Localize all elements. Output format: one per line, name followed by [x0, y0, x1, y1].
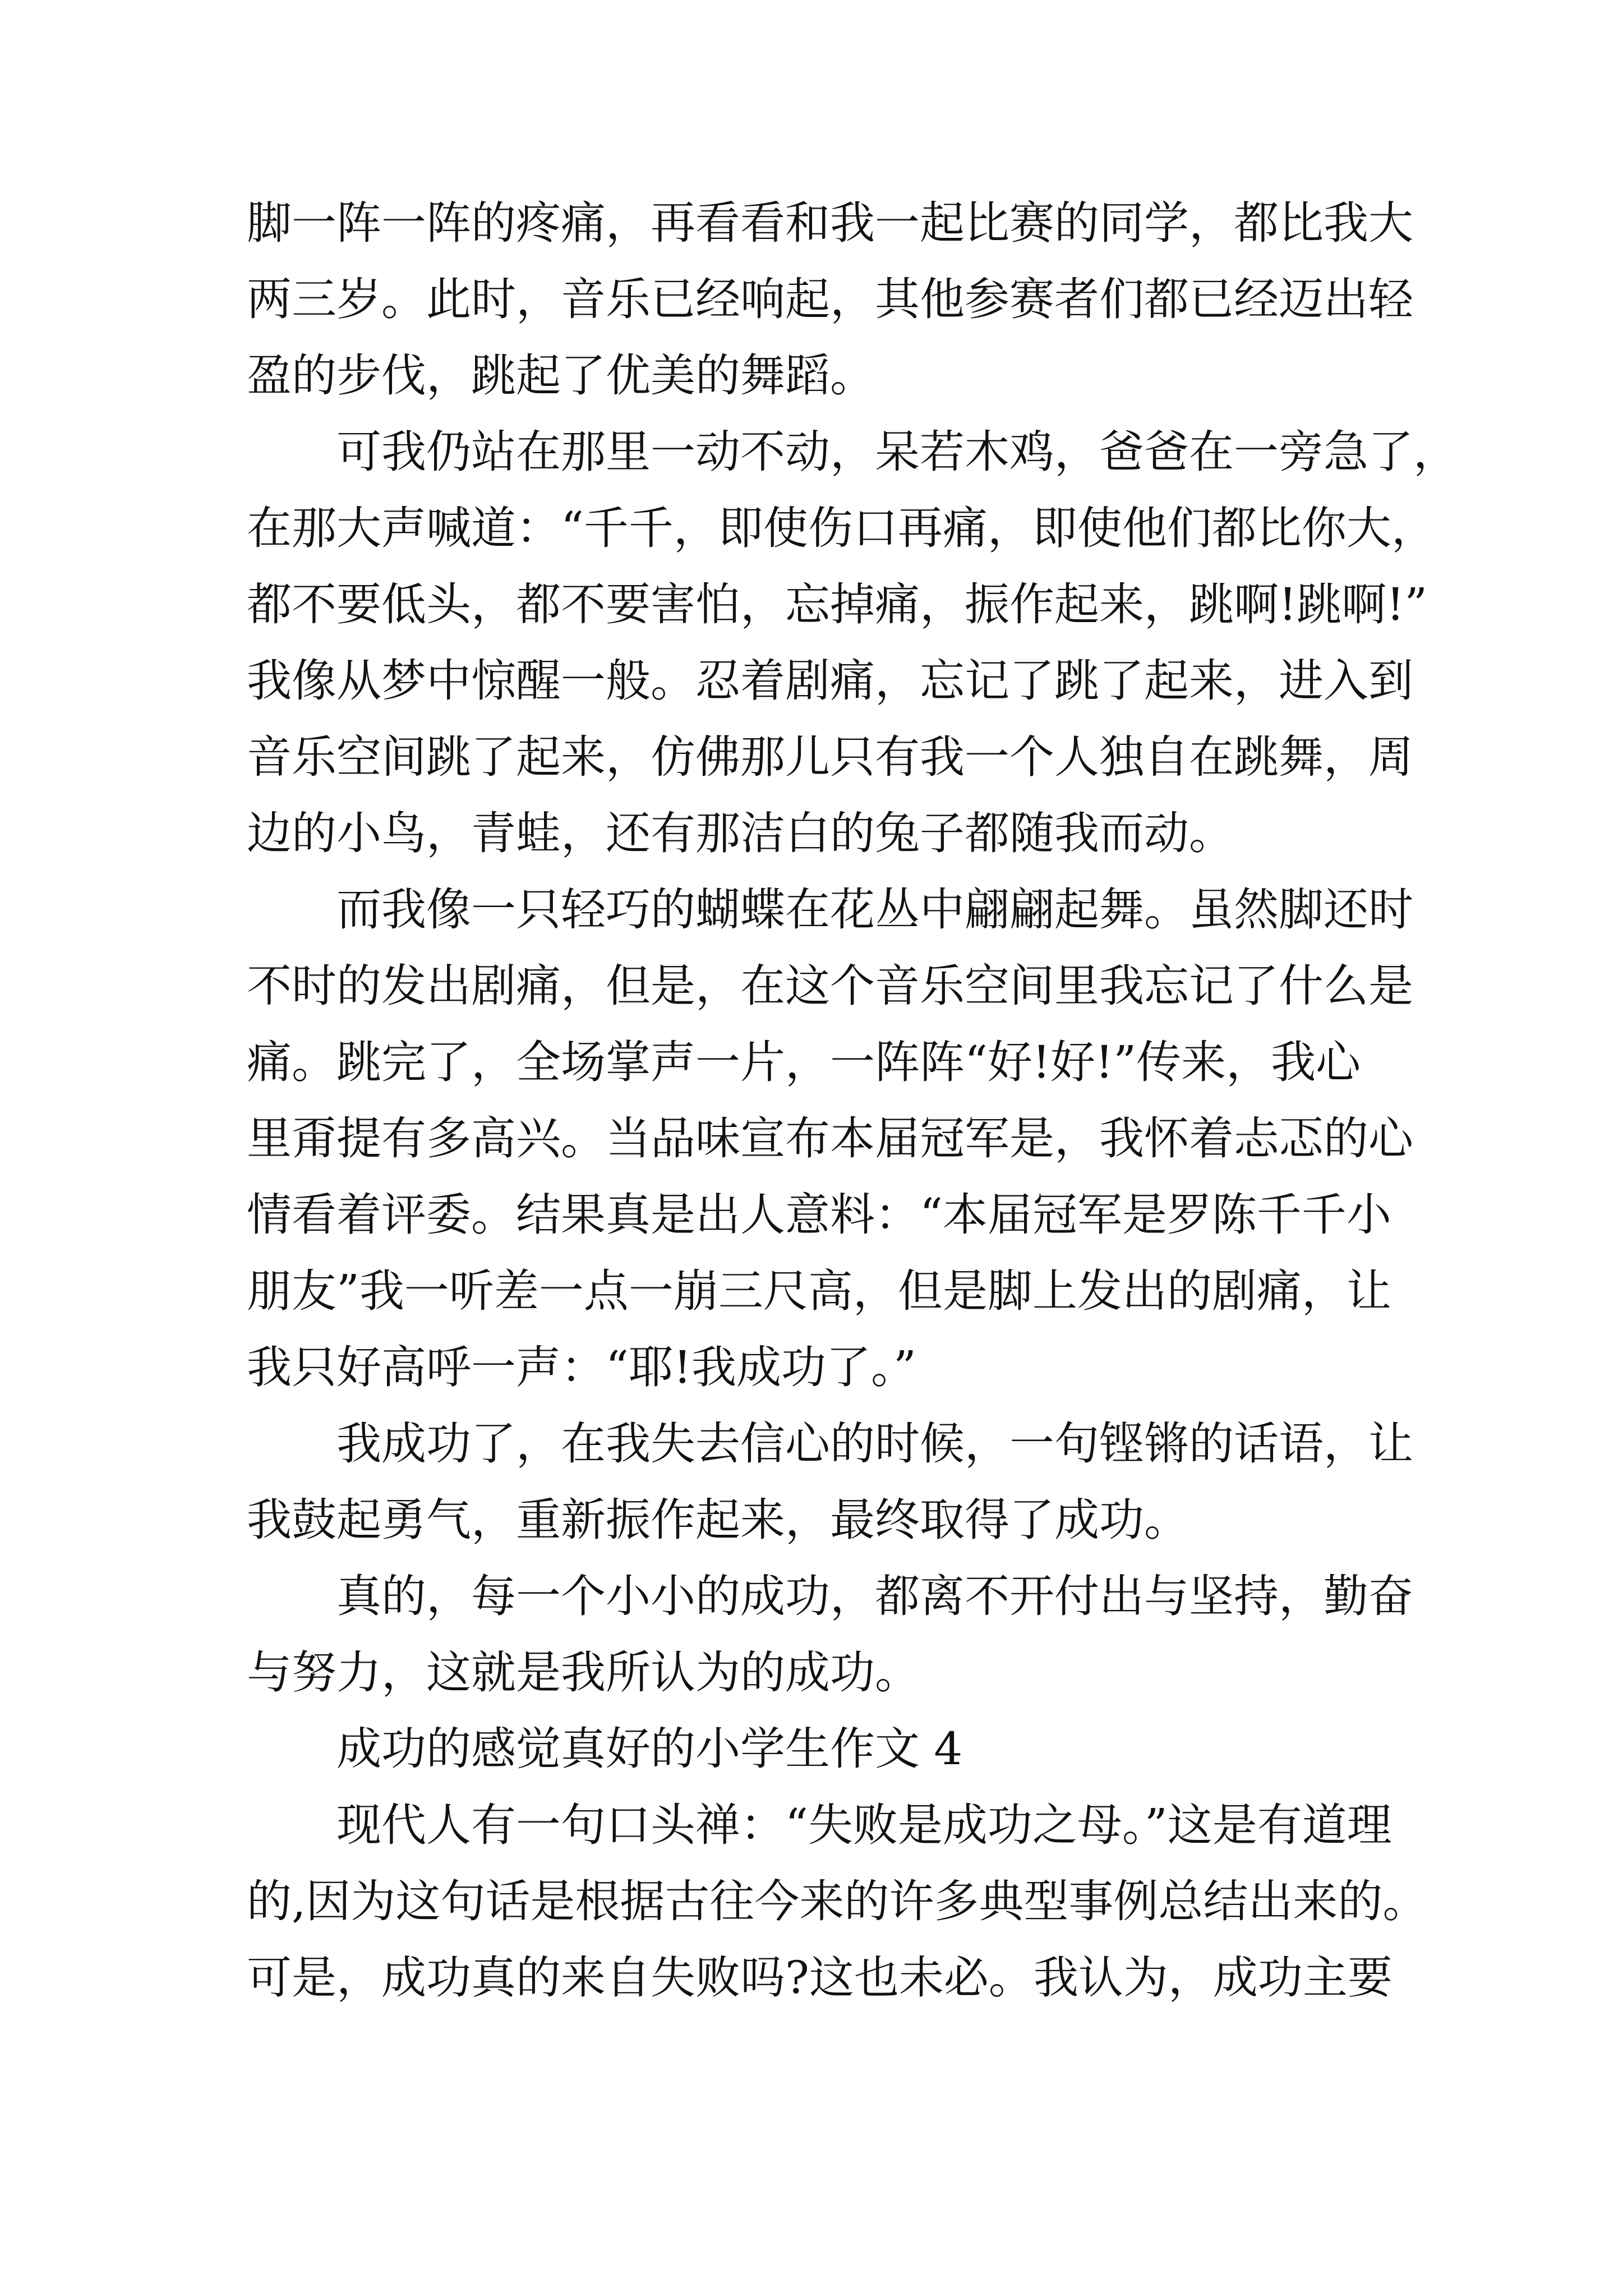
text-line: 我只好高呼一声：“耶!我成功了。”: [247, 1341, 916, 1393]
text-line: 真的，每一个小小的成功，都离不开付出与坚持，勤奋: [336, 1570, 1413, 1622]
text-line: 的,因为这句话是根据古往今来的许多典型事例总结出来的。: [247, 1875, 1428, 1927]
paragraph-5: [247, 1558, 1413, 1711]
text-line: 我像从梦中惊醒一般。忍着剧痛，忘记了跳了起来，进入到: [247, 655, 1413, 707]
text-line: 里甭提有多高兴。当品味宣布本届冠军是，我怀着忐忑的心: [247, 1112, 1413, 1165]
text-line: 两三岁。此时，音乐已经响起，其他参赛者们都已经迈出轻: [247, 273, 1413, 325]
text-line: 可我仍站在那里一动不动，呆若木鸡，爸爸在一旁急了，: [336, 426, 1458, 478]
text-line: 朋友”我一听差一点一崩三尺高，但是脚上发出的剧痛，让: [247, 1265, 1391, 1317]
paragraph-7: [247, 1787, 1428, 2016]
text-line: 我鼓起勇气，重新振作起来，最终取得了成功。: [247, 1494, 1189, 1546]
text-line: 情看着评委。结果真是出人意料：“本届冠军是罗陈千千小: [247, 1189, 1391, 1241]
paragraph-1: [247, 185, 1413, 414]
paragraph-4: [247, 1406, 1413, 1558]
text-line: 痛。跳完了，全场掌声一片，一阵阵“好!好!”传来，我心: [247, 1036, 1361, 1088]
text-line: 盈的步伐，跳起了优美的舞蹈。: [247, 349, 875, 402]
paragraph-3: [247, 872, 1413, 1406]
text-line: 我成功了，在我失去信心的时候，一句铿锵的话语，让: [336, 1418, 1413, 1470]
text-line: 边的小鸟，青蛙，还有那洁白的兔子都随我而动。: [247, 807, 1234, 859]
text-line: 与努力，这就是我所认为的成功。: [247, 1646, 920, 1699]
text-line: 不时的发出剧痛，但是，在这个音乐空间里我忘记了什么是: [247, 960, 1413, 1012]
paragraph-2: [247, 414, 1458, 872]
text-line: 脚一阵一阵的疼痛，再看看和我一起比赛的同学，都比我大: [247, 197, 1413, 249]
text-line: 可是，成功真的来自失败吗?这也未必。我认为，成功主要: [247, 1952, 1393, 2004]
text-line: 在那大声喊道：“千千，即使伤口再痛，即使他们都比你大，: [247, 502, 1436, 554]
text-line: 而我像一只轻巧的蝴蝶在花丛中翩翩起舞。虽然脚还时: [336, 884, 1413, 936]
text-line: 都不要低头，都不要害怕，忘掉痛，振作起来，跳啊!跳啊!”: [247, 578, 1428, 631]
heading-line: 成功的感觉真好的小学生作文 4: [336, 1723, 963, 1775]
document-body: [247, 185, 1458, 2016]
section-heading: [247, 1711, 1402, 1787]
text-line: 现代人有一句口头禅：“失败是成功之母。”这是有道理: [336, 1799, 1392, 1851]
text-line: 音乐空间跳了起来，仿佛那儿只有我一个人独自在跳舞，周: [247, 731, 1413, 783]
